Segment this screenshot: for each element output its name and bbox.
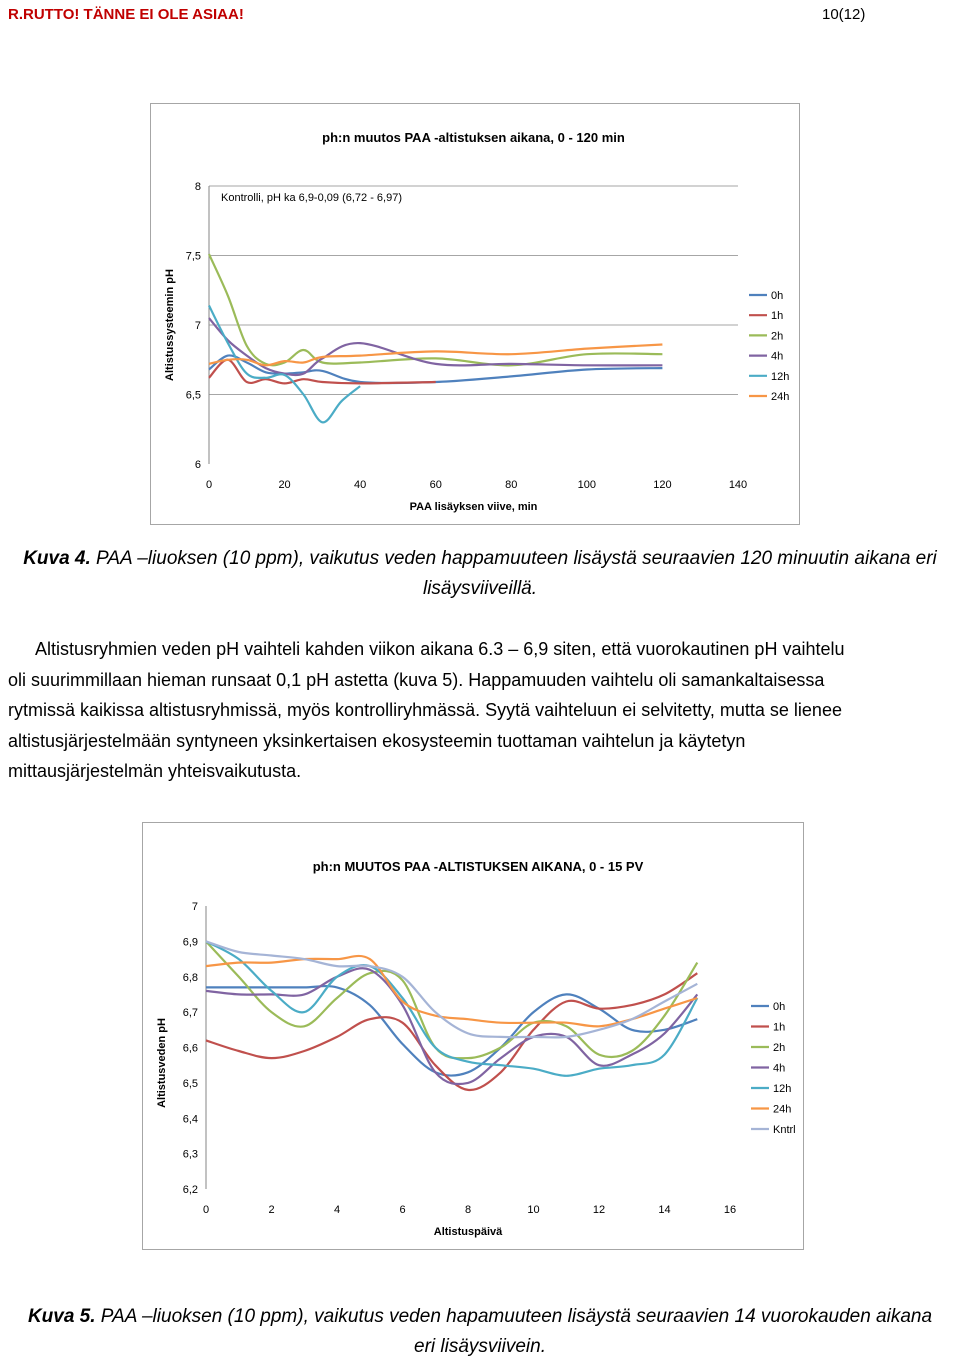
chart-2-series-line: [206, 941, 697, 1058]
chart-2-xtick-label: 16: [723, 1204, 737, 1216]
chart-2-xtick-label: 4: [333, 1204, 341, 1216]
paragraph-line-3: rytmissä kaikissa altistusryhmissä, myös kontrolliryhmässä. Syytä vaihteluun ei selvitetty, mutta se lienee: [8, 700, 842, 720]
chart-1-title: ph:n muutos PAA -altistuksen aikana, 0 - 120 min: [322, 130, 625, 145]
chart-1-svg: [151, 104, 799, 524]
chart-2-xtick-label: 10: [527, 1204, 540, 1216]
page-number: 10(12): [822, 6, 866, 23]
figure-caption-4: [0, 544, 960, 604]
chart-1: [150, 103, 800, 525]
caption-5-label: Kuva 5.: [27, 1306, 96, 1327]
caption-5-text-2: eri lisäysviivein.: [414, 1336, 546, 1357]
chart-1-legend-label: 0h: [771, 290, 784, 302]
caption-4-text: PAA –liuoksen (10 ppm), vaikutus veden happamuuteen lisäystä seuraavien 120 minuutin aikana eri: [90, 548, 937, 569]
chart-1-xtick-label: 40: [354, 479, 367, 491]
caption-5-text: PAA –liuoksen (10 ppm), vaikutus veden hapamuuteen lisäystä seuraavien 14 vuorokauden aikana: [95, 1306, 933, 1327]
caption-4-text-2: lisäysviiveillä.: [422, 578, 538, 599]
paragraph-line-1: Altistusryhmien veden pH vaihteli kahden viikon aikana 6.3 – 6,9 siten, että vuorokautinen pH vaihtelu: [35, 639, 845, 659]
chart-2-legend-label: 24h: [773, 1103, 792, 1116]
chart-2-x-axis-label: Altistuspäivä: [433, 1226, 503, 1238]
chart-1-legend-label: 4h: [771, 350, 784, 363]
chart-2-xtick-label: 0: [202, 1204, 210, 1216]
chart-2-ytick-label: 6,9: [182, 936, 198, 949]
chart-2-legend-label: 0h: [773, 1001, 786, 1013]
chart-2-series-line: [206, 941, 697, 1037]
chart-1-x-axis-label: PAA lisäyksen viive, min: [409, 501, 538, 513]
chart-2-title: ph:n MUUTOS PAA -ALTISTUKSEN AIKANA, 0 - 15 PV: [312, 859, 644, 874]
chart-1-xtick-label: 20: [278, 479, 291, 491]
chart-2-svg: [143, 823, 803, 1249]
paragraph-line-5: mittausjärjestelmän yhteisvaikutusta.: [8, 761, 302, 781]
chart-1-xtick-label: 0: [205, 479, 213, 491]
chart-2-xtick-label: 6: [399, 1204, 406, 1216]
chart-2-ytick-label: 6,5: [182, 1077, 198, 1090]
paragraph-line-4: altistusjärjestelmään syntyneen yksinkertaisen ekosysteemin tuottaman vaihtelun ja käytetyn: [8, 730, 746, 751]
chart-1-annotation: Kontrolli, pH ka 6,9-0,09 (6,72 - 6,97): [221, 192, 402, 204]
chart-2-xtick-label: 14: [658, 1204, 671, 1216]
body-paragraph: [8, 634, 948, 787]
chart-2-ytick-label: 6,7: [182, 1007, 198, 1020]
chart-2-legend-label: 2h: [773, 1042, 786, 1054]
chart-1-legend-label: 12h: [771, 370, 790, 383]
figure-caption-5: [0, 1302, 960, 1362]
chart-2-ytick-label: 6,8: [182, 971, 198, 984]
chart-1-legend-label: 2h: [771, 330, 784, 343]
chart-2-xtick-label: 12: [592, 1204, 606, 1216]
chart-1-ytick-label: 6,5: [185, 389, 201, 402]
caption-4-label: Kuva 4.: [23, 548, 91, 569]
chart-2-legend-label: 12h: [773, 1083, 792, 1095]
chart-1-ytick-label: 7,5: [185, 250, 201, 263]
chart-2-xtick-label: 8: [464, 1204, 472, 1216]
chart-2-ytick-label: 6,3: [182, 1148, 198, 1161]
chart-1-xtick-label: 120: [653, 479, 672, 491]
chart-1-ytick-label: 6: [194, 459, 201, 471]
chart-2-legend-label: 1h: [773, 1021, 786, 1034]
paragraph-line-2: oli suurimmillaan hieman runsaat 0,1 pH astetta (kuva 5). Happamuuden vaihtelu oli samankaltaisessa: [8, 669, 825, 690]
chart-1-ytick-label: 7: [194, 320, 201, 332]
chart-1-legend-label: 1h: [771, 310, 784, 323]
chart-1-xtick-label: 100: [577, 479, 597, 491]
chart-2-legend-label: 4h: [773, 1062, 786, 1075]
chart-2-ytick-label: 6,6: [182, 1042, 198, 1055]
chart-1-series-line: [209, 355, 662, 383]
chart-1-xtick-label: 140: [728, 479, 748, 491]
chart-2-ytick-label: 6,4: [182, 1113, 198, 1126]
chart-1-xtick-label: 60: [429, 479, 442, 491]
chart-2-series-line: [206, 956, 697, 1026]
chart-1-ytick-label: 8: [194, 181, 201, 193]
chart-2-ytick-label: 6,2: [182, 1184, 198, 1196]
chart-2-ytick-label: 7: [191, 901, 198, 913]
chart-2-series-line: [206, 973, 697, 1090]
chart-2-y-axis-label: Altistusveden pH: [156, 1018, 168, 1108]
chart-1-xtick-label: 80: [505, 479, 518, 491]
chart-1-legend-label: 24h: [771, 391, 790, 403]
chart-1-series-line: [209, 318, 662, 375]
chart-2-legend-label: Kntrl: [773, 1124, 796, 1136]
chart-1-series-line: [209, 345, 662, 366]
header-warning: R.RUTTO! TÄNNE EI OLE ASIAA!: [8, 6, 244, 23]
chart-2-xtick-label: 2: [268, 1204, 275, 1216]
chart-2: [142, 822, 804, 1250]
chart-1-y-axis-label: Altistussysteemin pH: [164, 269, 176, 381]
